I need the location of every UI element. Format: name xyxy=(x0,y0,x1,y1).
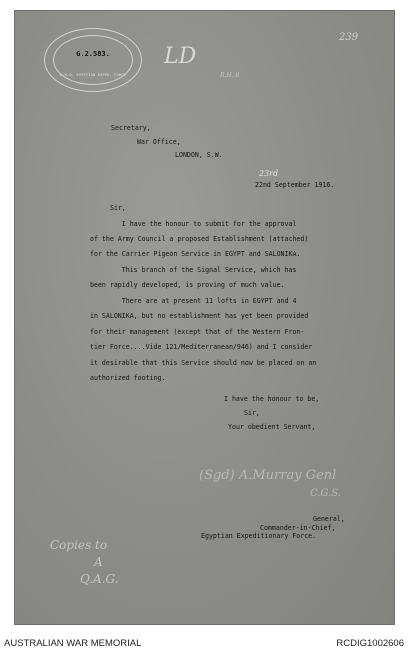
pencil-note-line-1: Copies to xyxy=(50,538,108,552)
body-line: authorized footing. xyxy=(90,374,166,382)
document-page xyxy=(14,10,395,625)
body-line: There are at present 11 lofts in EGYPT and 4 xyxy=(90,297,297,305)
page-number: 239 xyxy=(339,32,359,43)
closing-line-2: Sir, xyxy=(244,409,260,417)
body-line: This branch of the Signal Service, which has xyxy=(90,266,297,274)
body-line: of the Army Council a proposed Establishment (attached) xyxy=(90,235,309,243)
signature-block-line-3: Egyptian Expeditionary Force. xyxy=(201,532,317,540)
body-line: for the Carrier Pigeon Service in EGYPT and SALONIKA. xyxy=(90,250,301,258)
letter-date: 22nd September 1916. xyxy=(255,181,335,189)
signature-title: C.G.S. xyxy=(310,488,341,499)
pencil-initials: LD xyxy=(164,44,197,69)
closing-line-3: Your obedient Servant, xyxy=(228,423,316,431)
registry-stamp xyxy=(44,28,142,92)
pencil-note-line-2: A xyxy=(94,555,103,569)
address-line-3: LONDON, S.W. xyxy=(175,151,223,159)
stamp-inner-ring xyxy=(53,35,133,85)
body-line: tier Force....Vide 121/Mediterranean/946) and I consider xyxy=(90,343,313,351)
body-line: it desirable that this Service should now be placed on an xyxy=(90,359,317,367)
footer-right: RCDIG1002606 xyxy=(336,638,404,649)
body-line: been rapidly developed, is proving of much value. xyxy=(90,281,285,289)
date-correction: 23rd xyxy=(259,169,279,178)
signature: (Sgd) A.Murray Genl xyxy=(199,468,337,483)
signature-block-line-2: Commander-in-Chief, xyxy=(260,524,336,532)
body-line: in SALONIKA, but no establishment has yet been provided xyxy=(90,312,309,320)
pencil-small-note: R.H. 8 xyxy=(220,72,240,79)
stamp-number: G.2.583. xyxy=(76,50,110,58)
address-line-1: Secretary, xyxy=(111,124,151,132)
signature-block-line-1: General, xyxy=(313,515,345,523)
footer-left: AUSTRALIAN WAR MEMORIAL xyxy=(4,638,142,649)
address-line-2: War Office, xyxy=(137,138,181,146)
pencil-note-line-3: Q.A.G. xyxy=(80,572,119,586)
closing-line-1: I have the honour to be, xyxy=(224,395,320,403)
salutation: Sir, xyxy=(110,204,126,212)
stamp-ring-text: G.H.Q. EGYPTIAN EXPED. FORCE xyxy=(59,73,127,77)
body-line: I have the honour to submit for the approval xyxy=(90,220,297,228)
body-line: for their management (except that of the Western Fron- xyxy=(90,328,305,336)
